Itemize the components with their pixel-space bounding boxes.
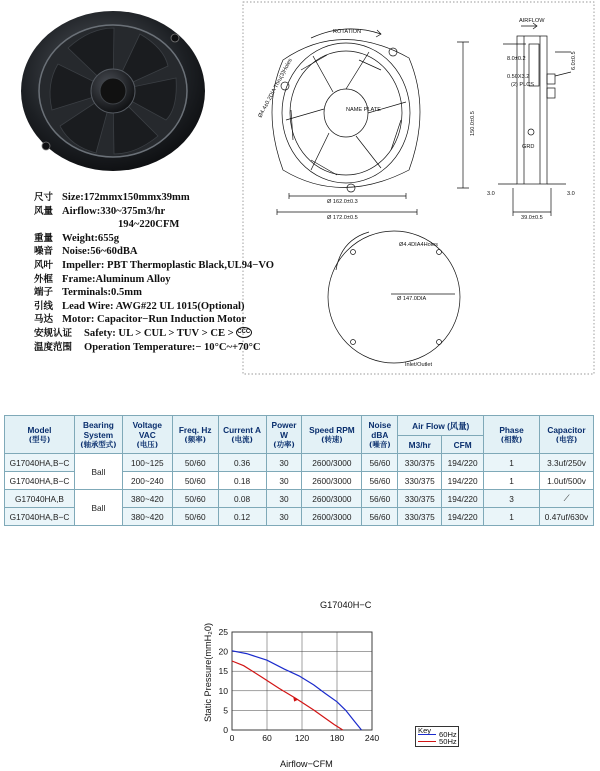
spec-value: Terminals:0.5mm [62,287,142,299]
spec-value: 194~220CFM [118,219,180,231]
dim-172-label: Ø 172.0±0.5 [327,215,358,221]
cell-m3hr: 330/375 [398,472,442,490]
cell-current: 0.08 [218,490,266,508]
spec-list [34,191,284,354]
spec-row [34,300,284,314]
cell-power: 30 [266,490,302,508]
legend-title: Key [418,726,432,735]
spec-row [34,341,284,355]
col-header-freq: Freq. Hz (频率) [172,416,218,454]
cell-model: G17040HA,B [5,490,75,508]
spec-value: Size:172mmx150mmx39mm [62,192,190,203]
cell-voltage: 200~240 [122,472,172,490]
legend-swatch-60hz [418,734,436,735]
spec-label-cn: 安规认证 [34,327,73,339]
spec-row [34,327,284,341]
dim-162-label: Ø 162.0±0.3 [327,199,358,205]
cell-bearing: Ball [74,490,122,526]
terminal-label: 0.50X3.2 [507,74,530,80]
cell-power: 30 [266,472,302,490]
dim-3-right-label: 3.0 [567,191,575,197]
spec-label-cn: 端子 [34,287,54,299]
table-row [5,454,594,472]
x-tick-label: 120 [294,733,310,743]
x-tick-label: 0 [229,733,235,743]
x-tick-label: 180 [329,733,345,743]
spec-value: Operation Temperature:− 10°C~+70°C [84,341,261,353]
cell-m3hr: 330/375 [398,454,442,472]
cell-model: G17040HA,B−C [5,454,75,472]
cell-cfm: 194/220 [442,490,484,508]
x-tick-label: 240 [364,733,380,743]
chart-title: G17040H−C [320,600,372,610]
ccc-mark-icon: CCC [236,327,252,338]
spec-value: Airflow:330~375m3/hr [62,205,166,217]
col-header-current: Current A (电流) [218,416,266,454]
cell-phase: 1 [484,454,540,472]
plcs-label: (2) PLCS [511,82,535,88]
col-header-cfm: CFM [442,436,484,454]
spec-row [34,259,284,273]
dim-8-label: 8.0±0.2 [507,56,526,62]
cell-m3hr: 330/375 [398,508,442,526]
y-tick-label: 10 [218,685,228,696]
spec-label-cn: 尺寸 [34,192,54,203]
grd-label: GRD [522,144,535,150]
spec-value: Lead Wire: AWG#22 UL 1015(Optional) [62,300,245,312]
spec-value: Safety: UL > CUL > TUV > CE > [84,327,234,339]
spec-label-cn: 风叶 [34,259,54,271]
spec-row [34,245,284,259]
cell-capacitor: 3.3uf/250v [539,454,593,472]
cell-capacitor: 1.0uf/500v [539,472,593,490]
dia-label: Ø 147.0DIA [397,296,427,302]
col-header-noise: Noise dBA (噪音) [362,416,398,454]
cell-model: G17040HA,B−C [5,508,75,526]
height-dim-label: 150.0±0.5 [470,111,476,136]
cell-current: 0.36 [218,454,266,472]
spec-row [34,191,284,205]
cell-freq: 50/60 [172,490,218,508]
holes-label: Ø4.4DIA4Holes [399,242,438,248]
spec-value: Motor: Capacitor−Run Induction Motor [62,314,247,326]
name-plate-label: NAME PLATE [346,107,382,113]
cell-phase: 1 [484,508,540,526]
y-tick-label: 25 [218,627,228,637]
y-tick-label: 20 [218,646,228,657]
y-axis-title: Static Pressure(mmH₂0) [203,622,213,722]
y-tick-label: 15 [218,666,228,677]
cell-noise: 56/60 [362,508,398,526]
x-tick-label: 60 [262,733,272,743]
x-axis-title: Airflow−CFM [280,759,333,769]
series-line-60hz [232,651,362,730]
col-header-speed: Speed RPM (转速) [302,416,362,454]
airflow-label: AIRFLOW [519,18,545,24]
cell-voltage: 380~420 [122,490,172,508]
dim-39-label: 39.0±0.5 [521,215,543,221]
legend-label-50hz: 50Hz [439,737,457,746]
col-header-airflow: Air Flow (风量) [398,416,484,436]
cell-m3hr: 330/375 [398,490,442,508]
spec-label-cn: 马达 [34,314,54,326]
cell-freq: 50/60 [172,508,218,526]
cell-bearing: Ball [74,454,122,490]
spec-label-cn: 重量 [34,232,54,244]
col-header-phase: Phase (相数) [484,416,540,454]
spec-row [34,218,284,232]
cell-speed: 2600/3000 [302,490,362,508]
cell-phase: 3 [484,490,540,508]
spec-label-cn: 风量 [34,205,54,217]
legend-label-60hz: 60Hz [439,730,457,739]
cell-voltage: 380~420 [122,508,172,526]
cell-phase: 1 [484,472,540,490]
dim-3-left-label: 3.0 [487,191,495,197]
inlet-outlet-label: Inlet/Outlet [405,362,433,368]
col-header-model: Model (型号) [5,416,75,454]
cell-noise: 56/60 [362,490,398,508]
spec-value: Weight:655g [62,232,120,244]
dimension-drawing [241,0,597,376]
rotation-label: ROTATION [333,29,362,35]
spec-row [34,205,284,219]
col-header-bearing: Bearing System (轴承型式) [74,416,122,454]
y-tick-label: 5 [223,705,228,716]
cell-current: 0.12 [218,508,266,526]
spec-row [34,313,284,327]
col-header-m3hr: M3/hr [398,436,442,454]
table-row [5,490,594,508]
cell-cfm: 194/220 [442,472,484,490]
spec-value: Frame:Aluminum Alloy [62,273,171,285]
col-header-capacitor: Capacitor (电容) [539,416,593,454]
cell-cfm: 194/220 [442,508,484,526]
col-header-power: Power W (功率) [266,416,302,454]
dim-6-label: 6.0±0.5 [571,51,577,70]
chart-legend [415,726,459,747]
spec-row [34,286,284,300]
spec-label-cn: 外框 [34,273,54,285]
cell-freq: 50/60 [172,472,218,490]
y-tick-label: 0 [223,725,228,735]
cell-power: 30 [266,508,302,526]
thru-holes-label: Ø4.4±0.2DIA Thru(3)Holes [257,57,294,119]
cell-speed: 2600/3000 [302,508,362,526]
cell-power: 30 [266,454,302,472]
spec-row [34,273,284,287]
cell-model: G17040HA,B−C [5,472,75,490]
cell-current: 0.18 [218,472,266,490]
model-spec-table [4,415,594,526]
cell-cfm: 194/220 [442,454,484,472]
cell-voltage: 100~125 [122,454,172,472]
spec-value: Noise:56~60dBA [62,246,138,258]
cell-capacitor: ⟋ [539,490,593,508]
spec-value: Impeller: PBT Thermoplastic Black,UL94−VO [62,259,275,271]
spec-row [34,232,284,246]
spec-label-cn: 引线 [34,300,54,312]
fan-photo [18,8,208,178]
cell-noise: 56/60 [362,454,398,472]
cell-capacitor: 0.47uf/630v [539,508,593,526]
cell-freq: 50/60 [172,454,218,472]
cell-noise: 56/60 [362,472,398,490]
legend-swatch-50hz [418,741,436,742]
spec-label-cn: 温度范围 [34,341,73,353]
cell-speed: 2600/3000 [302,472,362,490]
col-header-voltage: Voltage VAC (电压) [122,416,172,454]
cell-speed: 2600/3000 [302,454,362,472]
spec-label-cn: 噪音 [34,246,54,258]
